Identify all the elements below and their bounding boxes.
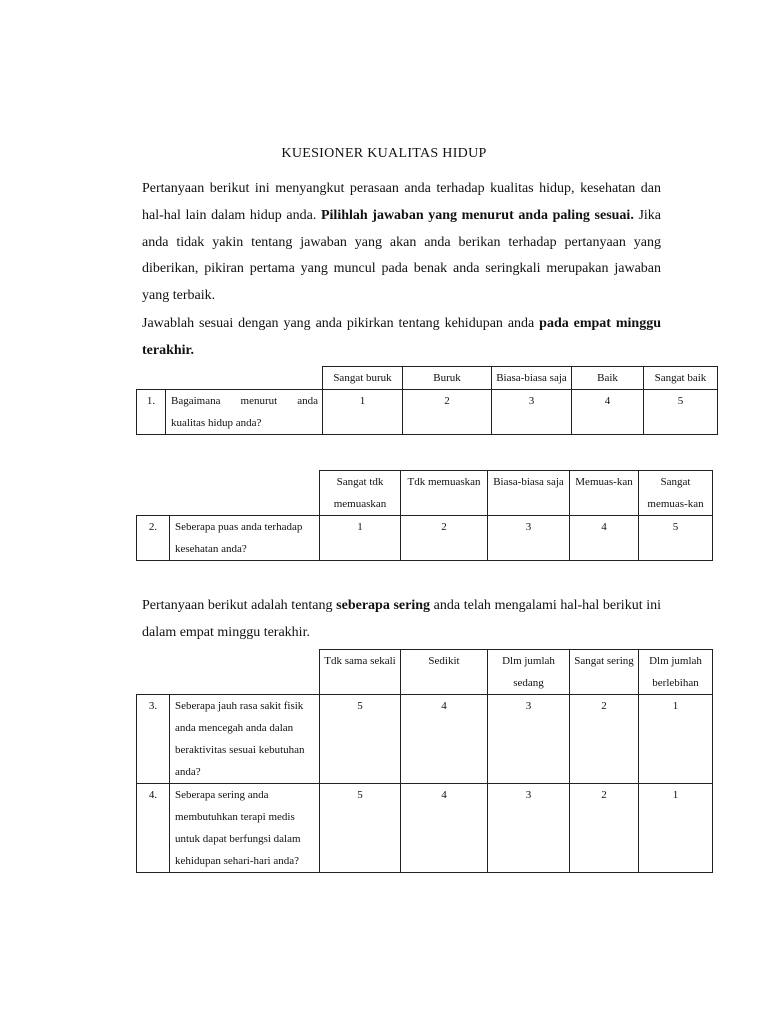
answer-option[interactable]: 5 <box>644 390 718 435</box>
header-blank-cell <box>137 367 323 390</box>
answer-option[interactable]: 2 <box>570 784 639 873</box>
header-cell: Dlm jumlah sedang <box>488 650 570 695</box>
question-text: Seberapa puas anda terhadap kesehatan anda? <box>170 516 320 561</box>
header-cell: Sangat baik <box>644 367 718 390</box>
header-cell: Tdk sama sekali <box>320 650 401 695</box>
question-text: Seberapa jauh rasa sakit fisik anda mencegah anda dalan beraktivitas sesuai kebutuhan anda? <box>170 695 320 784</box>
answer-option[interactable]: 2 <box>403 390 492 435</box>
intro-text-2: Jika anda tidak yakin tentang jawaban yang akan anda berikan terhadap pertanyaan yang diberikan, pikiran pertama yang muncul pada benak anda seringkali merupakan jawaban yang terbaik. <box>142 207 661 304</box>
frequency-intro-paragraph <box>142 593 661 647</box>
question-number: 2. <box>137 516 170 561</box>
question-number: 3. <box>137 695 170 784</box>
header-cell: Biasa-biasa saja <box>488 471 570 516</box>
header-cell: Buruk <box>403 367 492 390</box>
answer-option[interactable]: 1 <box>639 784 713 873</box>
answer-option[interactable]: 4 <box>401 784 488 873</box>
instruction-text: Jawablah sesuai dengan yang anda pikirkan tentang kehidupan anda <box>142 316 540 331</box>
table-header-row <box>137 650 713 695</box>
quality-of-life-table <box>136 366 718 435</box>
answer-option[interactable]: 3 <box>492 390 572 435</box>
health-satisfaction-table <box>136 470 713 561</box>
question-text: Seberapa sering anda membutuhkan terapi medis untuk dapat berfungsi dalam kehidupan sehari-hari anda? <box>170 784 320 873</box>
question-text: Bagaimana menurut anda kualitas hidup anda? <box>166 390 323 435</box>
header-cell: Dlm jumlah berlebihan <box>639 650 713 695</box>
header-cell: Sangat buruk <box>323 367 403 390</box>
intro-paragraph <box>142 176 661 310</box>
header-blank-cell <box>137 471 320 516</box>
answer-option[interactable]: 4 <box>572 390 644 435</box>
table-row <box>137 784 713 873</box>
table-row <box>137 695 713 784</box>
answer-option[interactable]: 3 <box>488 784 570 873</box>
header-cell: Memuas-kan <box>570 471 639 516</box>
answer-option[interactable]: 5 <box>639 516 713 561</box>
answer-option[interactable]: 1 <box>323 390 403 435</box>
table-header-row <box>137 367 718 390</box>
header-blank-cell <box>137 650 320 695</box>
header-cell: Tdk memuaskan <box>401 471 488 516</box>
header-cell: Sangat memuas-kan <box>639 471 713 516</box>
frequency-intro-text-2: anda telah mengalami hal-hal berikut ini dalam empat minggu terakhir. <box>142 598 661 640</box>
question-number: 1. <box>137 390 166 435</box>
intro-text-1: Pertanyaan berikut ini menyangkut perasaan anda terhadap kualitas hidup, kesehatan dan hal-hal lain dalam hidup anda. <box>142 181 661 223</box>
answer-option[interactable]: 1 <box>320 516 401 561</box>
answer-option[interactable]: 5 <box>320 784 401 873</box>
answer-option[interactable]: 3 <box>488 516 570 561</box>
header-cell: Sangat sering <box>570 650 639 695</box>
header-cell: Baik <box>572 367 644 390</box>
intro-bold-instruction: Pilihlah jawaban yang menurut anda paling sesuai. <box>320 207 634 223</box>
answer-option[interactable]: 5 <box>320 695 401 784</box>
header-cell: Sedikit <box>401 650 488 695</box>
answer-option[interactable]: 1 <box>639 695 713 784</box>
header-cell: Sangat tdk memuaskan <box>320 471 401 516</box>
table-row <box>137 516 713 561</box>
answer-option[interactable]: 4 <box>570 516 639 561</box>
table-header-row <box>137 471 713 516</box>
page-title: KUESIONER KUALITAS HIDUP <box>281 146 487 161</box>
instruction-paragraph <box>142 311 661 365</box>
answer-option[interactable]: 4 <box>401 695 488 784</box>
answer-option[interactable]: 2 <box>401 516 488 561</box>
header-cell: Biasa-biasa saja <box>492 367 572 390</box>
instruction-bold: pada empat minggu terakhir. <box>142 316 661 358</box>
frequency-table <box>136 649 713 873</box>
question-number: 4. <box>137 784 170 873</box>
frequency-intro-text-1: Pertanyaan berikut adalah tentang <box>142 598 337 613</box>
table-row <box>137 390 718 435</box>
answer-option[interactable]: 3 <box>488 695 570 784</box>
frequency-intro-bold: seberapa sering <box>336 598 431 613</box>
answer-option[interactable]: 2 <box>570 695 639 784</box>
